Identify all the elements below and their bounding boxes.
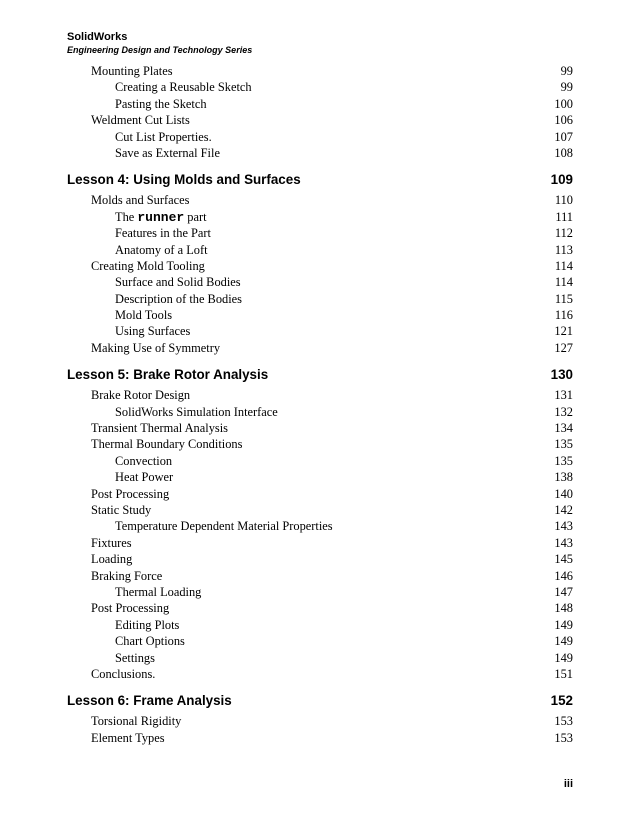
toc-entry[interactable] [67, 568, 573, 584]
toc-entry[interactable] [67, 79, 573, 95]
toc-entry-title: Description of the Bodies [115, 291, 242, 306]
header-series: Engineering Design and Technology Series [67, 45, 253, 55]
toc-entry-page: 135 [554, 453, 573, 468]
toc-entry[interactable] [67, 617, 573, 633]
toc-entry-page: 146 [554, 568, 573, 583]
toc-entry[interactable] [67, 502, 573, 518]
toc-entry-page: 107 [554, 129, 573, 144]
toc-entry-title: Static Study [91, 502, 152, 517]
toc-entry[interactable] [67, 518, 573, 534]
toc-entry-page: 145 [554, 552, 573, 567]
table-of-contents [67, 63, 573, 746]
toc-entry[interactable] [67, 209, 573, 225]
toc-entry-page: 121 [554, 324, 573, 339]
toc-entry-page: 149 [554, 650, 573, 665]
toc-entry-title: Using Surfaces [115, 324, 191, 339]
toc-entry[interactable] [67, 650, 573, 666]
toc-entry-title: Weldment Cut Lists [91, 113, 190, 128]
toc-entry[interactable] [67, 666, 573, 682]
toc-entry-page: 115 [554, 291, 573, 306]
toc-entry-page: 149 [554, 634, 573, 649]
header-brand: SolidWorks [67, 31, 128, 43]
toc-entry-page: 106 [554, 113, 573, 128]
toc-entry[interactable] [67, 713, 573, 729]
toc-entry-page: 108 [554, 145, 573, 160]
page-number: iii [563, 778, 573, 790]
toc-entry-title: Surface and Solid Bodies [115, 275, 241, 290]
toc-entry-title: Making Use of Symmetry [91, 340, 221, 355]
toc-entry-page: 99 [560, 64, 573, 78]
toc-entry[interactable] [67, 323, 573, 339]
toc-entry-page: 132 [554, 404, 573, 419]
toc-entry[interactable] [67, 129, 573, 145]
toc-entry-title: Creating Mold Tooling [91, 258, 205, 273]
toc-entry-title: Settings [115, 650, 155, 665]
toc-entry-title: Braking Force [91, 568, 163, 583]
toc-entry-page: 151 [554, 666, 573, 681]
toc-entry[interactable] [67, 307, 573, 323]
toc-entry-title: Post Processing [91, 601, 170, 616]
toc-entry-title: Brake Rotor Design [91, 388, 191, 403]
toc-entry-page: 147 [554, 584, 573, 599]
toc-entry-title: Mounting Plates [91, 64, 173, 78]
toc-entry[interactable] [67, 420, 573, 436]
toc-entry-page: 99 [560, 80, 573, 95]
toc-entry-page: 127 [554, 340, 573, 355]
toc-entry-page: 142 [554, 502, 573, 517]
toc-entry[interactable] [67, 291, 573, 307]
toc-entry-title: Post Processing [91, 486, 170, 501]
toc-entry-title: Creating a Reusable Sketch [115, 80, 252, 95]
toc-entry-title: Editing Plots [115, 617, 180, 632]
toc-entry-page: 153 [554, 714, 573, 729]
toc-entry-page: 112 [554, 226, 573, 241]
toc-entry-title: Thermal Loading [115, 584, 202, 599]
toc-entry-page: 140 [554, 486, 573, 501]
toc-entry-page: 131 [554, 388, 573, 403]
toc-entry[interactable] [67, 242, 573, 258]
toc-entry-title [115, 210, 208, 224]
toc-entry[interactable] [67, 112, 573, 128]
toc-entry-page: 114 [554, 258, 573, 273]
toc-entry-page: 153 [554, 730, 573, 745]
toc-lesson-entry[interactable] [67, 365, 573, 385]
toc-entry-page: 113 [554, 242, 573, 257]
toc-entry-title: Heat Power [115, 470, 174, 485]
toc-lesson-entry[interactable] [67, 691, 573, 711]
toc-entry[interactable] [67, 551, 573, 567]
toc-entry-title: Pasting the Sketch [115, 96, 207, 111]
toc-entry[interactable] [67, 404, 573, 420]
toc-entry-title: Chart Options [115, 634, 185, 649]
toc-entry[interactable] [67, 584, 573, 600]
toc-entry[interactable] [67, 730, 573, 746]
toc-entry[interactable] [67, 145, 573, 161]
toc-lesson-entry[interactable] [67, 170, 573, 190]
toc-entry[interactable] [67, 192, 573, 208]
toc-entry-page: 130 [549, 365, 573, 385]
toc-entry-title: Lesson 6: Frame Analysis [67, 693, 232, 709]
toc-entry[interactable] [67, 340, 573, 356]
toc-entry-title: Fixtures [91, 535, 132, 550]
toc-entry-title: Conclusions. [91, 666, 156, 681]
toc-entry-page: 148 [554, 601, 573, 616]
toc-entry-page: 149 [554, 617, 573, 632]
toc-entry[interactable] [67, 633, 573, 649]
toc-entry-title: Anatomy of a Loft [115, 242, 208, 257]
toc-entry-title: Cut List Properties. [115, 129, 212, 144]
toc-entry[interactable] [67, 225, 573, 241]
toc-entry[interactable] [67, 387, 573, 403]
toc-entry-page: 135 [554, 437, 573, 452]
toc-entry[interactable] [67, 453, 573, 469]
toc-entry-title: Lesson 5: Brake Rotor Analysis [67, 367, 269, 383]
toc-entry-page: 110 [554, 193, 573, 208]
toc-entry[interactable] [67, 486, 573, 502]
toc-entry-title: Transient Thermal Analysis [91, 421, 228, 436]
toc-entry[interactable] [67, 63, 573, 79]
toc-entry-page: 134 [554, 421, 573, 436]
toc-entry-page: 143 [554, 535, 573, 550]
toc-entry-title: Mold Tools [115, 308, 173, 323]
toc-entry-title: Features in the Part [115, 226, 212, 241]
toc-entry-title: Element Types [91, 730, 165, 745]
toc-entry-title: Save as External File [115, 145, 220, 160]
toc-entry-page: 109 [549, 170, 573, 190]
toc-entry-page: 111 [555, 209, 573, 224]
toc-entry[interactable] [67, 436, 573, 452]
toc-entry[interactable] [67, 535, 573, 551]
toc-entry-page: 100 [554, 96, 573, 111]
toc-entry-page: 152 [549, 691, 573, 711]
toc-entry-page: 114 [554, 275, 573, 290]
title-text: The [115, 209, 138, 224]
toc-entry-title: Convection [115, 453, 173, 468]
toc-entry-title: Lesson 4: Using Molds and Surfaces [67, 172, 301, 188]
toc-entry[interactable] [67, 274, 573, 290]
toc-entry[interactable] [67, 469, 573, 485]
toc-entry-title: Temperature Dependent Material Properties [115, 519, 333, 534]
toc-entry-title: Torsional Rigidity [91, 714, 182, 729]
toc-entry[interactable] [67, 96, 573, 112]
toc-entry-title: Loading [91, 552, 133, 567]
toc-entry-page: 143 [554, 519, 573, 534]
toc-entry-title: Thermal Boundary Conditions [91, 437, 243, 452]
toc-entry-title: Molds and Surfaces [91, 193, 190, 208]
toc-entry-page: 138 [554, 470, 573, 485]
title-text: part [184, 209, 207, 224]
toc-entry-title: SolidWorks Simulation Interface [115, 404, 278, 419]
toc-entry[interactable] [67, 258, 573, 274]
toc-entry[interactable] [67, 600, 573, 616]
toc-entry-page: 116 [554, 308, 573, 323]
title-code-text: runner [137, 209, 185, 225]
running-header [67, 30, 252, 56]
